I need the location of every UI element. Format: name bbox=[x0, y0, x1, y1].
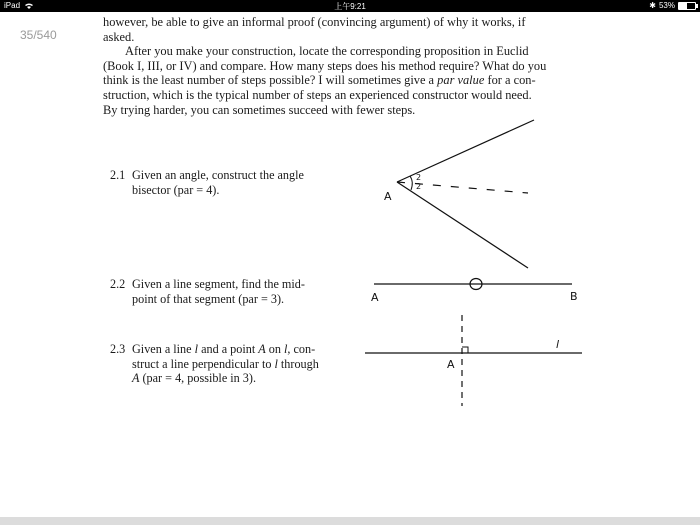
problem-number: 2.2 bbox=[110, 277, 126, 291]
status-time: 上午9:21 bbox=[334, 2, 366, 11]
battery-percent: 53% bbox=[658, 1, 675, 10]
line-point-label: A bbox=[447, 358, 455, 371]
segment-left-label: A bbox=[371, 291, 379, 304]
problem-text: Given a line segment, find the mid- bbox=[132, 277, 305, 291]
segment-right-label: B bbox=[570, 290, 578, 303]
angle-mark-top: 2 bbox=[416, 173, 422, 182]
bluetooth-icon: ✱ bbox=[649, 1, 656, 10]
angle-vertex-label: A bbox=[384, 190, 392, 203]
segment-figure bbox=[374, 279, 572, 290]
intro-paragraph-line: By trying harder, you can sometimes succeed with fewer steps. bbox=[103, 102, 416, 117]
par-value-term: par value bbox=[437, 73, 485, 88]
problem-text: point of that segment (par = 3). bbox=[132, 291, 285, 306]
problem-text: bisector (par = 4). bbox=[132, 182, 220, 197]
intro-paragraph-line: After you make your construction, locate the corresponding proposition in Euclid bbox=[125, 44, 529, 59]
intro-line: asked. bbox=[103, 29, 135, 44]
bottom-edge bbox=[0, 517, 700, 525]
problem-number: 2.1 bbox=[110, 168, 126, 182]
problem-number: 2.3 bbox=[110, 342, 126, 356]
intro-paragraph-line: think is the least number of steps possible? I will sometimes give a par value for a con- bbox=[103, 73, 536, 88]
angle-mark-bottom: 2 bbox=[416, 182, 422, 191]
page-counter[interactable]: 35/540 bbox=[20, 28, 57, 42]
intro-line: however, be able to give an informal proof (convincing argument) of why it works, if bbox=[103, 15, 526, 29]
problem-2-3: 2.3 Given a line l and a point A on l, con- struct a line perpendicular to l through A (par = 4, possible in 3). bbox=[110, 342, 319, 386]
angle-figure bbox=[397, 120, 534, 268]
intro-paragraph-line: (Book I, III, or IV) and compare. How many steps does his method require? What do you bbox=[103, 58, 547, 73]
device-name: iPad bbox=[4, 1, 21, 10]
perpendicular-figure bbox=[365, 315, 582, 406]
line-name-label: l bbox=[556, 338, 560, 351]
intro-paragraph-line: struction, which is the typical number of steps an experienced constructor would need. bbox=[103, 87, 532, 102]
problem-text: Given an angle, construct the angle bbox=[132, 168, 304, 182]
